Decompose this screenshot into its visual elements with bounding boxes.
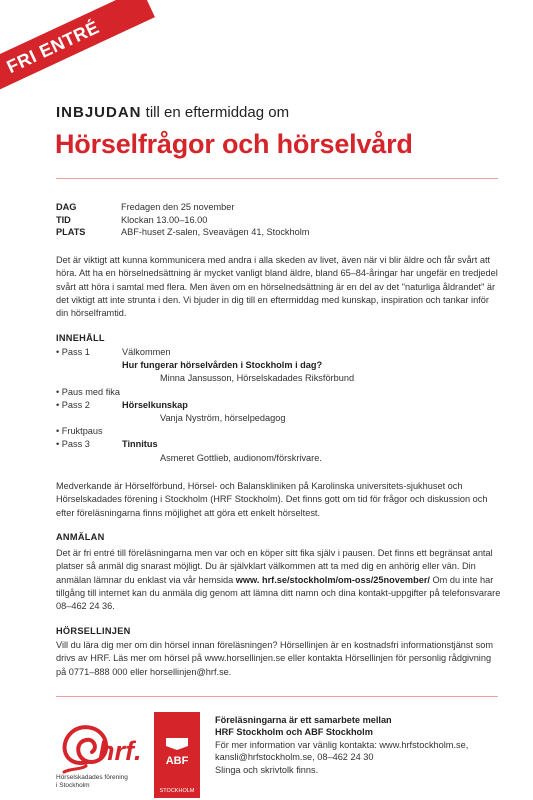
hrf-caption-line: i Stockholm — [56, 782, 90, 789]
intro-paragraph: Det är viktigt att kunna kommunicera med andra i alla skeden av livet, även när vi blir äldre och får svårt att höra. Att ha en hörselnedsättning är mycket vanligt bland äldre, bland 65–84-åringar har ungefär en tredjedel svårt att höra i samtal med flera. Men även om en hörselnedsättning är en del av det "naturliga åldrandet" är det viktigt att inte strunta i den. Vi bjuder in dig till en eftermiddag med kunskap, inspiration och tankar inför din hörselframtid. — [56, 255, 498, 319]
free-entry-banner: FRI ENTRÉ — [0, 0, 155, 106]
info-key: TID — [56, 214, 71, 225]
pass-label: • Pass 1 — [56, 347, 90, 357]
invite-rest: till en eftermiddag om — [141, 104, 290, 121]
registration-heading: ANMÄLAN — [56, 532, 105, 542]
page-title: Hörselfrågor och hörselvård — [55, 129, 413, 159]
pass-topic: Hur fungerar hörselvården i Stockholm i dag? — [122, 360, 323, 371]
footer-line: För mer information var vänlig kontakta: www.hrfstockholm.se, — [215, 739, 469, 750]
pass-speaker: Minna Jansusson, Hörselskadades Riksförbund — [160, 373, 355, 384]
pass-topic: Tinnitus — [122, 439, 158, 450]
abf-subtitle: STOCKHOLM — [159, 788, 195, 794]
divider-bottom — [56, 696, 498, 697]
corner-banner — [0, 0, 180, 120]
registration-paragraph — [56, 547, 502, 613]
program-row — [56, 346, 502, 359]
hrf-caption — [56, 774, 128, 790]
divider-top — [56, 178, 498, 179]
pass-speaker: Asmeret Gottlieb, audionom/förskrivare. — [160, 452, 322, 463]
info-value: Fredagen den 25 november — [121, 202, 235, 212]
footer-info — [215, 714, 468, 776]
program-row — [56, 438, 502, 451]
invite-line — [56, 104, 289, 121]
program-row — [56, 399, 502, 412]
program-heading: INNEHÅLL — [56, 333, 105, 343]
hrf-wordmark: hrf. — [98, 736, 142, 766]
program-list — [56, 346, 502, 465]
program-row — [56, 359, 502, 372]
participants-paragraph: Medverkande är Hörselförbund, Hörsel- och Balanskliniken på Karolinska universitets-sjukhuset och Hörselskadades förening i Stockholm (HRF Stockholm). Det finns gott om tid för frågor och diskussion och efter föreläsningarna finns möjlighet att göra ett enkelt hörseltest. — [56, 481, 488, 518]
invite-strong: INBJUDAN — [56, 104, 142, 121]
registration-text-1: Det är fri entré till föreläsningarna men var och en köper sitt fika själv i pausen. Det finns ett begränsat antal platser så anmäl dig snarast möjligt. Du är självklart välkommen att ta med dig en anhörig eller vän. Din anmälan lämnar du enklast via vår hemsida — [56, 548, 493, 585]
pass-intro: Välkommen — [122, 347, 171, 357]
info-row-place — [56, 226, 309, 239]
info-row-date — [56, 201, 309, 214]
pass-label: • Pass 3 — [56, 439, 90, 450]
abf-logo — [154, 712, 200, 798]
info-key: DAG — [56, 202, 77, 212]
footer-line: Föreläsningarna är ett samarbete mellan — [215, 715, 392, 725]
event-info — [56, 201, 309, 239]
hrf-caption-line: Hörselskadades förening — [56, 774, 128, 781]
info-value: Klockan 13.00–16.00 — [121, 214, 208, 225]
info-row-time — [56, 214, 309, 227]
info-value: ABF-huset Z-salen, Sveavägen 41, Stockholm — [121, 227, 310, 237]
info-key: PLATS — [56, 227, 86, 237]
hearing-line-heading: HÖRSELLINJEN — [56, 626, 131, 636]
registration-text-2: Om du inte har tillgång till internet kan du anmäla dig genom att lämna ditt namn och dina kontakt-uppgifter på telefonsvarare 08–462 24 36. — [56, 574, 501, 612]
pass-topic: Hörselkunskap — [122, 399, 188, 410]
pass-speaker: Vanja Nyström, hörselpedagog — [160, 413, 286, 424]
footer-line: HRF Stockholm och ABF Stockholm — [215, 727, 373, 738]
registration-link[interactable]: www. hrf.se/stockholm/om-oss/25november/ — [235, 574, 430, 585]
abf-wordmark: ABF — [165, 755, 189, 767]
hearing-line-paragraph: Vill du lära dig mer om din hörsel innan föreläsningen? Hörsellinjen är en kostnadsfri informationstjänst som drivs av HRF. Läs mer om hörsel på www.horsellinjen.se eller kontakta Hörsellinjen för personlig rådgivning på 0771–888 000 eller horsellinjen@hrf.se. — [56, 640, 493, 677]
footer-line: kansli@hrfstockholm.se, 08–462 24 30 — [215, 752, 374, 763]
program-break: • Fruktpaus — [56, 426, 103, 437]
pass-label: • Pass 2 — [56, 399, 90, 410]
program-break: • Paus med fika — [56, 386, 120, 397]
footer-line: Slinga och skrivtolk finns. — [215, 764, 319, 775]
